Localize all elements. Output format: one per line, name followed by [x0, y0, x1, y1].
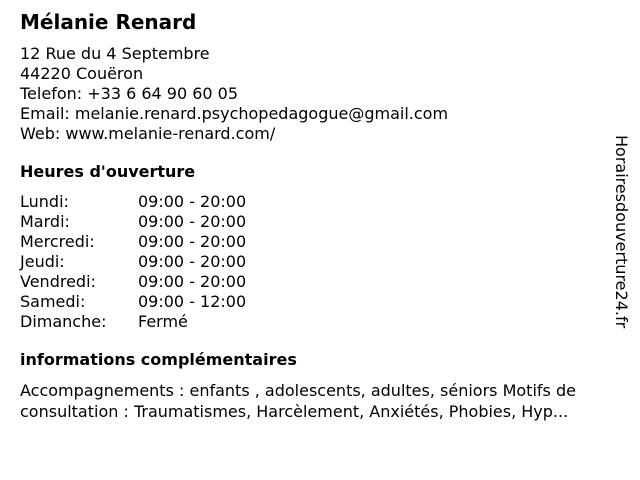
time-range: 09:00 - 12:00	[138, 292, 247, 311]
hours-row-sunday	[20, 312, 620, 332]
time-range: 09:00 - 20:00	[138, 212, 247, 231]
hours-row-tuesday	[20, 212, 620, 232]
business-card	[20, 10, 620, 422]
day-label: Mercredi:	[20, 232, 95, 251]
hours-row-friday	[20, 272, 620, 292]
email-address[interactable]: Email: melanie.renard.psychopedagogue@gmail.com	[20, 104, 449, 123]
time-range: Fermé	[138, 312, 188, 331]
day-label: Vendredi:	[20, 272, 96, 291]
address-street: 12 Rue du 4 Septembre	[20, 44, 210, 63]
opening-hours-heading: Heures d'ouverture	[20, 162, 196, 181]
business-name: Mélanie Renard	[20, 10, 197, 34]
day-label: Mardi:	[20, 212, 70, 231]
day-label: Lundi:	[20, 192, 69, 211]
additional-info-text: Accompagnements : enfants , adolescents, adultes, séniors Motifs de consultation : Traumatismes, Harcèlement, Anxiétés, Phobies, Hyp...	[20, 381, 576, 421]
website-link[interactable]: Web: www.melanie-renard.com/	[20, 124, 276, 143]
time-range: 09:00 - 20:00	[138, 252, 247, 271]
address-city: 44220 Couëron	[20, 64, 144, 83]
time-range: 09:00 - 20:00	[138, 272, 247, 291]
hours-row-thursday	[20, 252, 620, 272]
day-label: Jeudi:	[20, 252, 65, 271]
time-range: 09:00 - 20:00	[138, 232, 247, 251]
brand-watermark: Horairesdouverture24.fr	[612, 135, 631, 329]
hours-row-monday	[20, 192, 620, 212]
time-range: 09:00 - 20:00	[138, 192, 247, 211]
hours-row-wednesday	[20, 232, 620, 252]
day-label: Samedi:	[20, 292, 86, 311]
hours-row-saturday	[20, 292, 620, 312]
additional-info-heading: informations complémentaires	[20, 350, 297, 369]
day-label: Dimanche:	[20, 312, 107, 331]
phone-number[interactable]: Telefon: +33 6 64 90 60 05	[20, 84, 239, 103]
opening-hours-table	[20, 192, 620, 332]
